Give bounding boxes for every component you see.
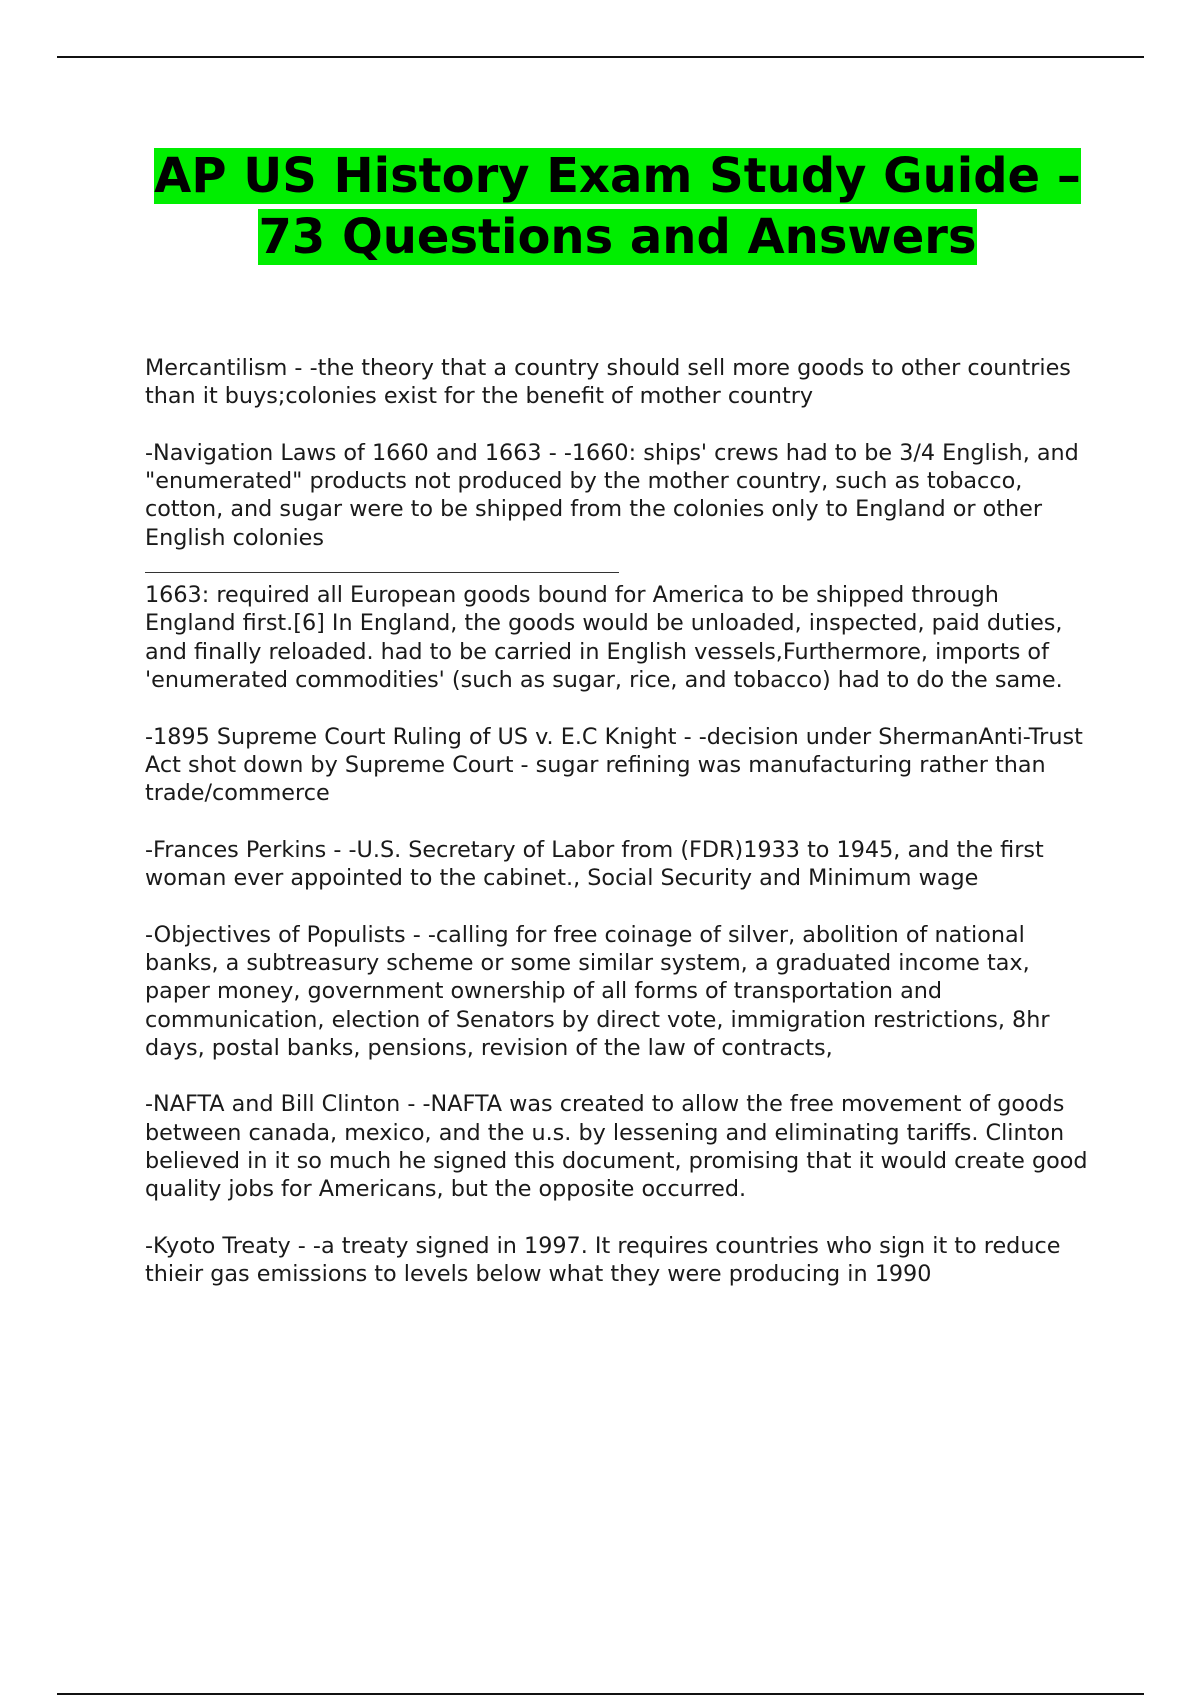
section-divider (145, 572, 619, 573)
header-rule (57, 56, 1144, 58)
entry-ec-knight: -1895 Supreme Court Ruling of US v. E.C Knight - -decision under ShermanAnti-Trust Act shot down by Supreme Court - sugar refining was manufacturing rather than trade/commerce (145, 723, 1083, 807)
entry-populists: -Objectives of Populists - -calling for free coinage of silver, abolition of national banks, a subtreasury scheme or some similar system, a graduated income tax, paper money, government ownership of all forms of transportation and communication, election of Senators by direct vote, immigration restrictions, 8hr days, postal banks, pensions, revision of the law of contracts, (145, 921, 1050, 1061)
page-title: AP US History Exam Study Guide – 73 Questions and Answers (154, 148, 1081, 265)
entry-navigation-laws-1663: 1663: required all European goods bound for America to be shipped through England first.[6] In England, the goods would be unloaded, inspected, paid duties, and finally reloaded. had to be carried in English vessels,Furthermore, imports of 'enumerated commodities' (such as sugar, rice, and tobacco) had to do the same. (145, 582, 1063, 693)
entry-kyoto-treaty: -Kyoto Treaty - -a treaty signed in 1997. It requires countries who sign it to reduce thieir gas emissions to levels below what they were producing in 1990 (145, 1232, 1061, 1288)
entry-mercantilism: Mercantilism - -the theory that a country should sell more goods to other countries than it buys;colonies exist for the benefit of mother country (145, 355, 1071, 410)
footer-rule (57, 1693, 1144, 1695)
entry-frances-perkins: -Frances Perkins - -U.S. Secretary of Labor from (FDR)1933 to 1945, and the first woman ever appointed to the cabinet., Social Security and Minimum wage (145, 836, 1044, 892)
entry-nafta: -NAFTA and Bill Clinton - -NAFTA was created to allow the free movement of goods between canada, mexico, and the u.s. by lessening and eliminating tariffs. Clinton believed in it so much he signed this document, promising that it would create good quality jobs for Americans, but the opposite occurred. (145, 1091, 1088, 1203)
entry-navigation-laws: -Navigation Laws of 1660 and 1663 - -1660: ships' crews had to be 3/4 English, and "enumerated" products not produced by the mother country, such as tobacco, cotton, and sugar were to be shipped from the colonies only to England or other English colonies (145, 439, 1079, 551)
title-block (145, 146, 1090, 268)
document-body (145, 354, 1095, 1317)
